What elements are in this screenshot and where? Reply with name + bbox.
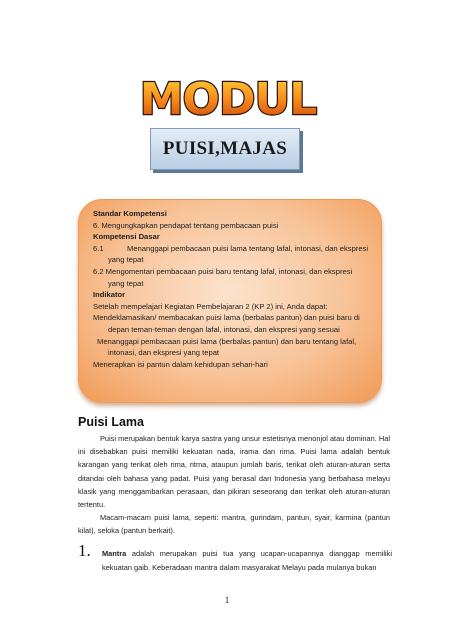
indikator-item-3: Menerapkan isi pantun dalam kehidupan sehari-hari <box>93 359 268 369</box>
indikator-intro: Setelah mempelajari Kegiatan Pembelajaran 2 (KP 2) ini, Anda dapat: <box>93 301 328 311</box>
item-text: Menanggapi pembacaan puisi lama tentang lafal, intonasi, dan ekspresi <box>127 243 369 253</box>
dasar-item-6-1 <box>93 243 369 255</box>
dasar-item-6-2-cont: yang tepat <box>108 278 144 288</box>
indikator-item-1: Mendeklamasikan/ membacakan puisi lama (berbalas pantun) dan puisi baru di <box>93 313 360 323</box>
section-body <box>78 432 390 538</box>
paragraph-1: Puisi merupakan bentuk karya sastra yang unsur estetisnya menonjol atau dominan. Hal ini disebabkan puisi memiliki kekuatan nada, irama dan rima. Puisi lama adalah bentuk karangan yang terikat oleh rima, ritma, ataupun jumlah baris, terikat oleh aturan-aturan serta ditandai oleh bahasa yang padat. Puisi yang berasal dari Indonesia yang berbahasa melayu klasik yang menggambarkan perasaan, dan pikiran seseorang dan terikat oleh aturan-aturan tertentu. <box>78 434 390 510</box>
svg-text:MODUL: MODUL <box>139 74 317 125</box>
paragraph-2: Macam-macam puisi lama, seperti: mantra, gurindam, pantun, syair, karmina (pantun kilat), seloka (pantun berkait). <box>78 513 390 536</box>
standar-heading: Standar Kompetensi <box>93 209 167 218</box>
competence-text <box>93 208 369 370</box>
indikator-heading: Indikator <box>93 290 126 300</box>
title-box <box>150 128 300 170</box>
page-number: 1 <box>224 595 230 605</box>
list-description: adalah merupakan puisi tua yang ucapan-ucapannya dianggap memiliki kekuatan gaib. Keberadaan mantra dalam masyarakat Melayu pada mulanya bukan <box>102 549 392 572</box>
document-title: PUISI,MAJAS <box>162 138 288 159</box>
indikator-item-2: Menanggapi pembacaan puisi lama (berbalas pantun) dan baru tentang lafal, <box>97 336 357 346</box>
dasar-item-6-2: 6.2 Mengomentari pembacaan puisi baru tentang lafal, intonasi, dan ekspresi <box>93 266 353 276</box>
dasar-heading: Kompetensi Dasar <box>93 232 160 242</box>
list-number: 1. <box>78 541 91 560</box>
list-term: Mantra <box>102 549 127 558</box>
modul-logo <box>139 70 317 125</box>
list-text <box>102 547 392 575</box>
dasar-item-6-1-cont: yang tepat <box>108 255 144 265</box>
indikator-item-2-cont: intonasi, dan ekspresi yang tepat <box>108 348 220 358</box>
indikator-item-1-cont: depan teman-teman dengan lafal, intonasi, dan ekspresi yang sesuai <box>108 324 340 334</box>
item-number: 6.1 <box>93 243 104 253</box>
section-heading: Puisi Lama <box>78 415 144 429</box>
standar-item: 6. Mengungkapkan pendapat tentang pembacaan puisi <box>93 220 279 230</box>
